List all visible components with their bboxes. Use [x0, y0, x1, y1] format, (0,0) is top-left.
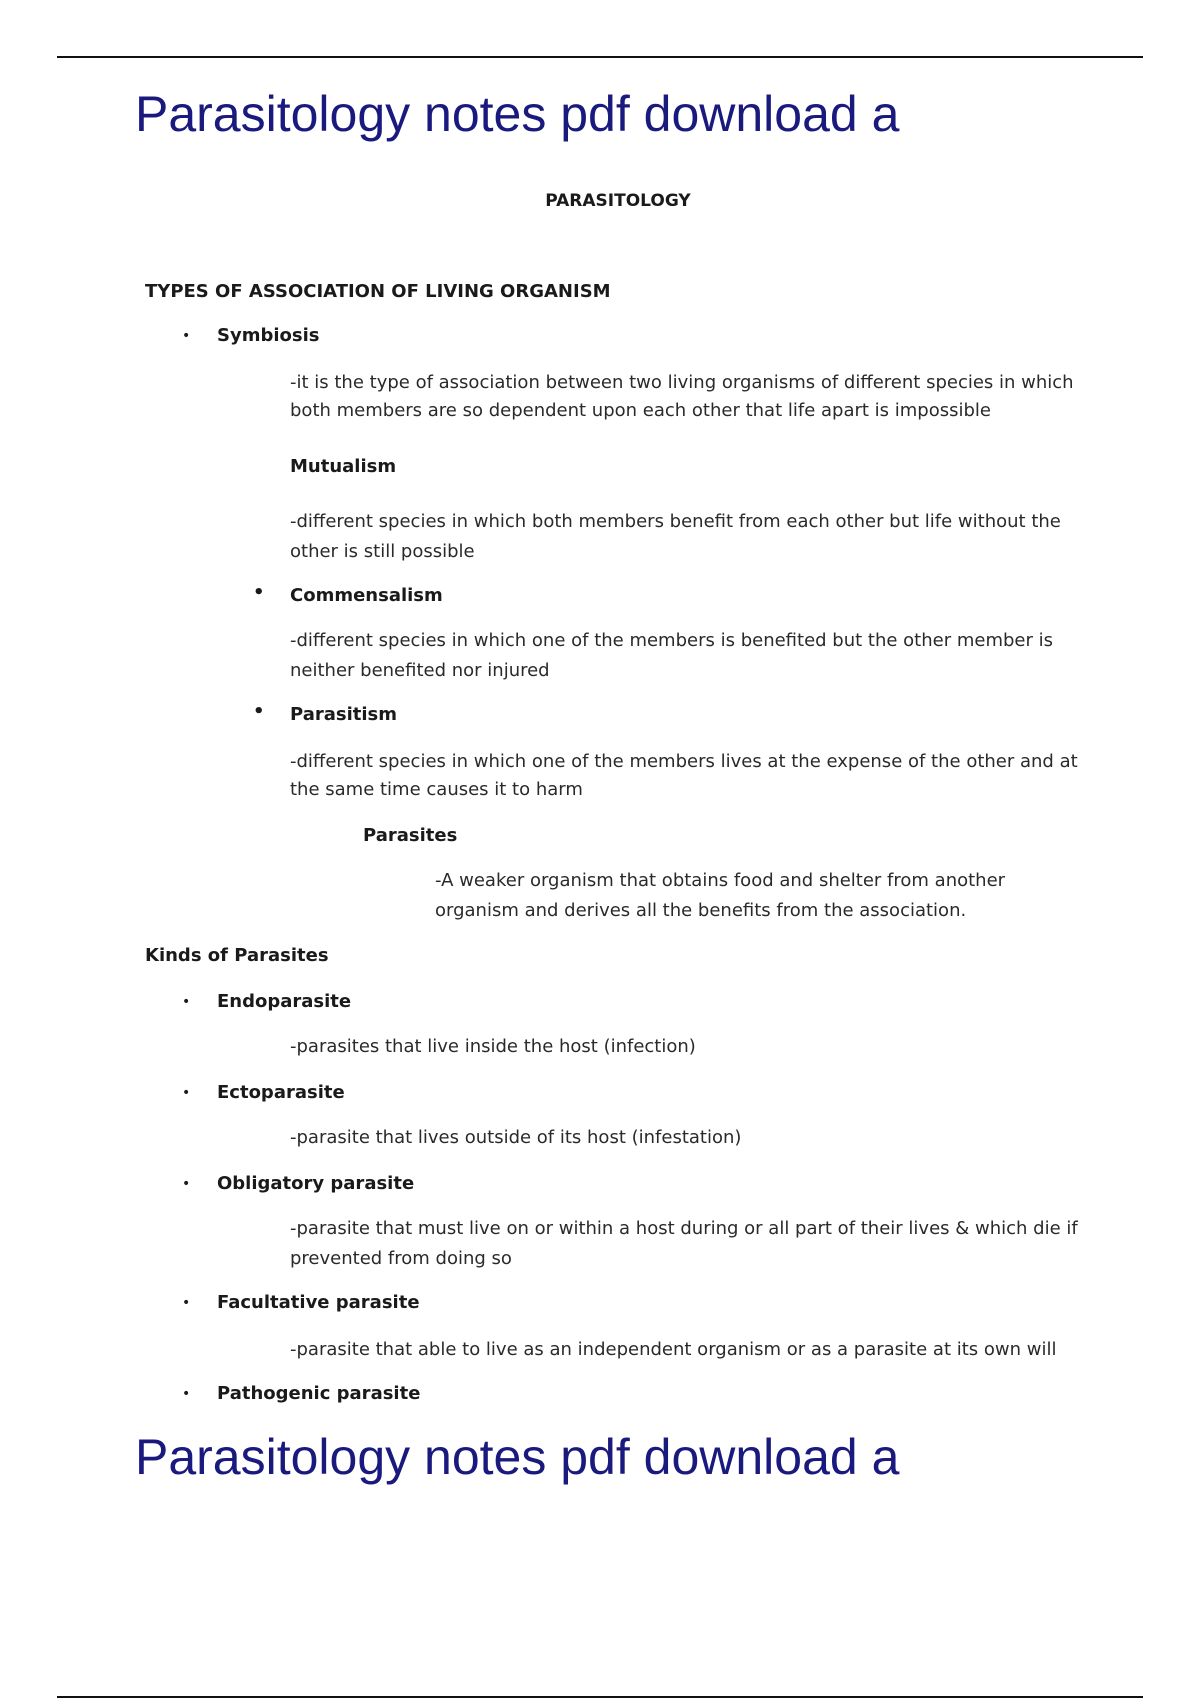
term-symbiosis: Symbiosis	[217, 325, 320, 346]
desc-obligatory-line1: -parasite that must live on or within a host during or all part of their lives & which die if	[290, 1218, 1078, 1239]
desc-facultative: -parasite that able to live as an independent organism or as a parasite at its own will	[290, 1339, 1057, 1360]
term-mutualism: Mutualism	[290, 456, 397, 477]
desc-symbiosis-line2: both members are so dependent upon each other that life apart is impossible	[290, 400, 991, 421]
term-parasites: Parasites	[363, 825, 458, 846]
section-heading-kinds: Kinds of Parasites	[145, 945, 329, 966]
term-endoparasite: Endoparasite	[217, 991, 352, 1012]
desc-parasitism-line1: -different species in which one of the members lives at the expense of the other and at	[290, 751, 1078, 772]
top-rule	[57, 56, 1143, 58]
term-facultative-parasite: Facultative parasite	[217, 1292, 420, 1313]
desc-commensalism-line2: neither benefited nor injured	[290, 660, 550, 681]
term-pathogenic-parasite: Pathogenic parasite	[217, 1383, 421, 1404]
desc-parasitism-line2: the same time causes it to harm	[290, 779, 583, 800]
banner-top: Parasitology notes pdf download a	[135, 86, 900, 142]
desc-endoparasite: -parasites that live inside the host (infection)	[290, 1036, 696, 1057]
desc-mutualism-line2: other is still possible	[290, 541, 475, 562]
bullet-obligatory: •	[182, 1176, 191, 1192]
term-parasitism: Parasitism	[290, 704, 398, 725]
bottom-rule	[57, 1696, 1143, 1698]
bullet-commensalism: •	[253, 582, 265, 603]
term-obligatory-parasite: Obligatory parasite	[217, 1173, 415, 1194]
desc-symbiosis-line1: -it is the type of association between two living organisms of different species in which	[290, 372, 1074, 393]
bullet-endoparasite: •	[182, 994, 191, 1010]
bullet-pathogenic: •	[182, 1386, 191, 1402]
desc-parasites-line2: organism and derives all the benefits from the association.	[435, 900, 967, 921]
banner-bottom: Parasitology notes pdf download a	[135, 1429, 900, 1485]
page-title: PARASITOLOGY	[545, 191, 691, 211]
desc-commensalism-line1: -different species in which one of the members is benefited but the other member is	[290, 630, 1053, 651]
bullet-facultative: •	[182, 1295, 191, 1311]
desc-obligatory-line2: prevented from doing so	[290, 1248, 512, 1269]
term-ectoparasite: Ectoparasite	[217, 1082, 345, 1103]
desc-ectoparasite: -parasite that lives outside of its host (infestation)	[290, 1127, 742, 1148]
bullet-parasitism: •	[253, 701, 265, 722]
desc-mutualism-line1: -different species in which both members benefit from each other but life without the	[290, 511, 1061, 532]
desc-parasites-line1: -A weaker organism that obtains food and shelter from another	[435, 870, 1006, 891]
bullet-symbiosis: •	[182, 328, 191, 344]
term-commensalism: Commensalism	[290, 585, 443, 606]
section-heading-association: TYPES OF ASSOCIATION OF LIVING ORGANISM	[145, 281, 611, 302]
bullet-ectoparasite: •	[182, 1085, 191, 1101]
